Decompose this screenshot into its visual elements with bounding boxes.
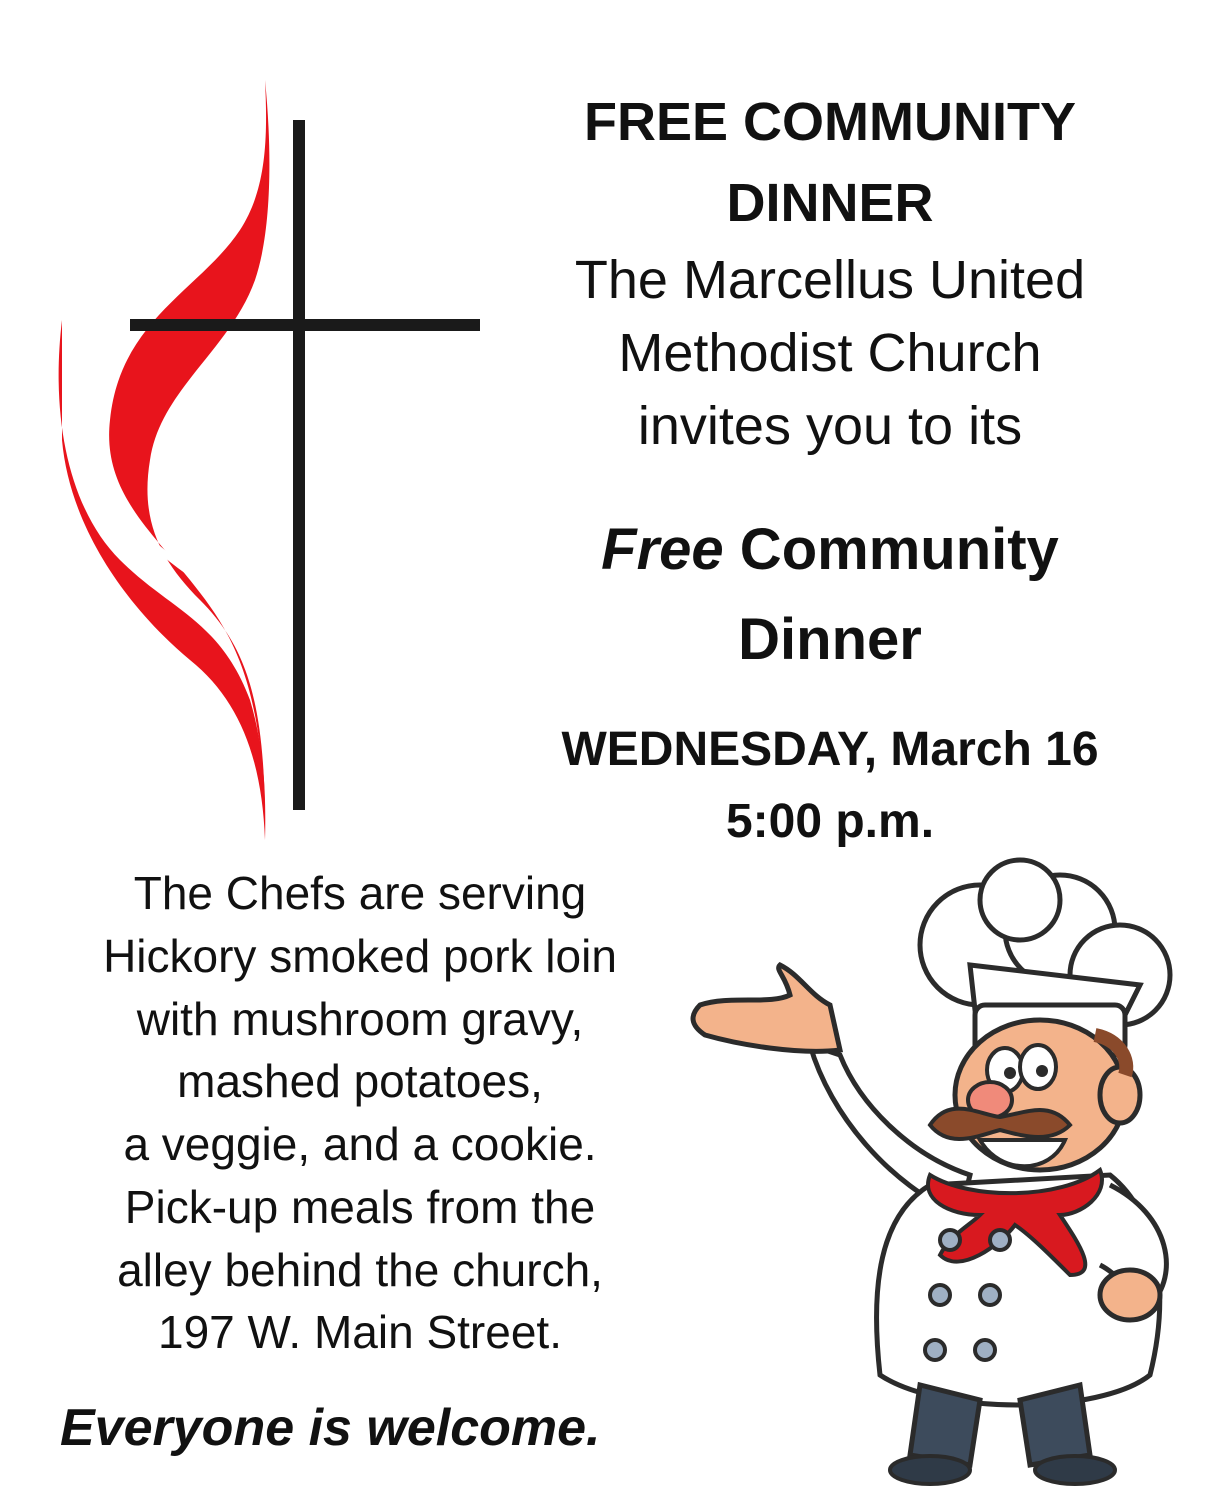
headline [500, 82, 1160, 244]
header-block [500, 82, 1160, 858]
event-title-line2: Dinner [738, 606, 922, 672]
event-time: 5:00 p.m. [725, 795, 935, 849]
menu-block [40, 862, 680, 1364]
schedule [500, 714, 1160, 858]
closing-text: Everyone is welcome. [60, 1399, 601, 1457]
cross-horizontal [130, 319, 480, 331]
intro-line2: Methodist Church [618, 322, 1042, 383]
event-title-emphasis: Free [601, 516, 724, 582]
intro-text [500, 244, 1160, 463]
event-date: WEDNESDAY, March 16 [561, 723, 1099, 777]
chef-hand [693, 965, 840, 1051]
menu-line: The Chefs are serving [133, 867, 587, 919]
menu-line: alley behind the church, [117, 1243, 603, 1296]
intro-line1: The Marcellus United [574, 250, 1086, 310]
event-title [500, 505, 1160, 685]
menu-line: with mushroom gravy, [136, 992, 584, 1045]
menu-line: 197 W. Main Street. [158, 1306, 562, 1359]
intro-line3: invites you to its [637, 395, 1023, 456]
cartoon-chef-icon [680, 855, 1200, 1495]
menu-line: Pick-up meals from the [124, 1180, 596, 1233]
cross-and-flame-icon [40, 60, 500, 840]
headline-line1: FREE COMMUNITY [584, 92, 1076, 152]
event-title-rest: Community [723, 516, 1059, 582]
menu-line: Hickory smoked pork loin [103, 929, 617, 982]
menu-line: a veggie, and a cookie. [123, 1118, 597, 1171]
menu-line: mashed potatoes, [177, 1055, 543, 1108]
cross-vertical [293, 120, 305, 810]
headline-line2: DINNER [726, 173, 934, 233]
menu-text [40, 862, 680, 1364]
